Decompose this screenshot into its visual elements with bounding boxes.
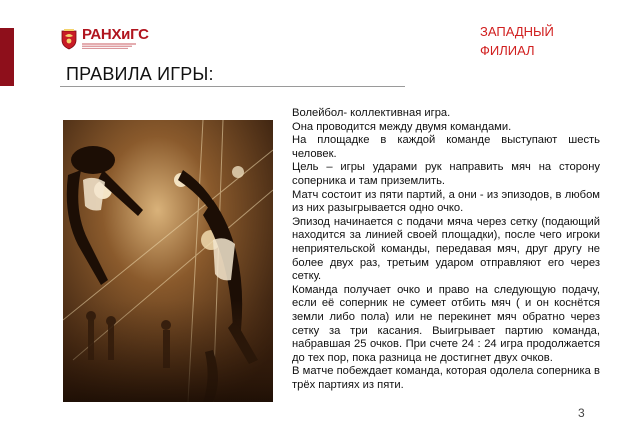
slide-number: 3 <box>578 406 585 420</box>
logo-text: РАНХиГС <box>82 26 149 43</box>
logo-subtext <box>82 43 136 50</box>
ranepa-logo <box>60 26 149 56</box>
rules-paragraph: Волейбол- коллективная игра. <box>292 107 451 119</box>
emblem-icon <box>60 28 78 50</box>
rules-paragraph: Цель – игры ударами рук направить мяч на сторону соперника и там приземлить. <box>292 161 600 187</box>
accent-bar <box>0 28 14 86</box>
slide-title: ПРАВИЛА ИГРЫ: <box>66 64 214 84</box>
rules-paragraph: Команда получает очко и право на следующую подачу, если её соперник не сумеет отбить мяч ( и он коснётся земли либо пола) или не перекинет мяч обратно через сетку за три касания. Выигрывает партию команда, набравшая 25 очков. При счете 24 : 24 игра продолжается до тех пор, пока разница не достигнет двух очков. <box>292 283 600 364</box>
title-underline <box>60 86 405 87</box>
rules-paragraph: Матч состоит из пяти партий, а они - из эпизодов, в любом из них разыгрывается одно очко. <box>292 188 600 215</box>
branch-name: ЗАПАДНЫЙ ФИЛИАЛ <box>480 24 554 58</box>
rules-paragraph: Она проводится между двумя командами. <box>292 120 512 133</box>
rules-paragraph: В матче побеждает команда, которая одолела соперника в трёх партиях из пяти. <box>292 365 600 391</box>
volleyball-photo <box>63 120 273 402</box>
rules-paragraph: Эпизод начинается с подачи мяча через сетку (подающий находится за линией своей площадки), после чего игроки неприятельской команды, передавая мяч, друг другу не более двух раз, третьим ударом отправляют его через сетку. <box>292 215 600 283</box>
rules-text <box>292 107 600 392</box>
rules-paragraph: На площадке в каждой команде выступают шесть человек. <box>292 134 600 160</box>
